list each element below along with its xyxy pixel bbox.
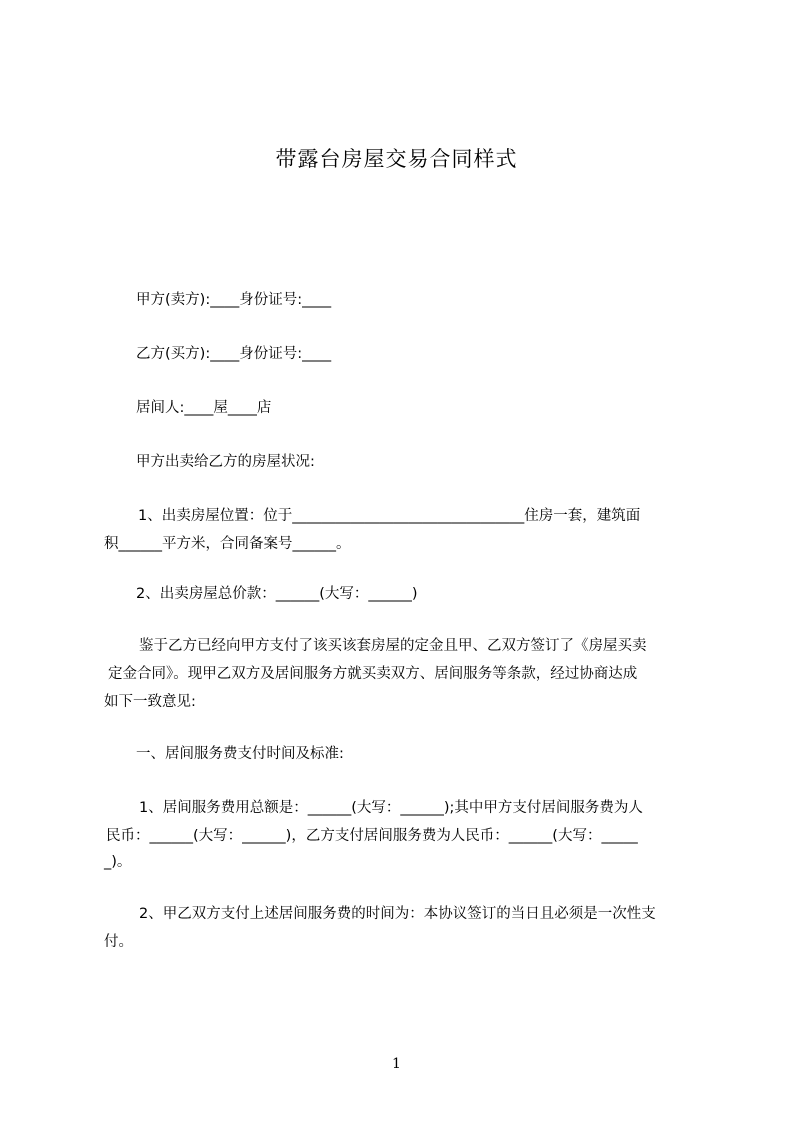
intermediary-line: 居间人:____屋____店 [136,400,272,416]
page-number: 1 [392,1056,401,1072]
fee-total-line-2: 民币：______(大写：______)，乙方支付居间服务费为人民币：______(大写：_____ [106,828,638,844]
preamble-line-2: 定金合同》。现甲乙双方及居间服务方就买卖双方、居间服务等条款，经过协商达成 [108,666,638,682]
section-1-heading: 一、居间服务费支付时间及标准: [136,746,344,762]
total-price-line: 2、出卖房屋总价款：______(大写：______) [136,586,418,602]
payment-time-line-2: 付。 [104,934,133,950]
fee-total-line-3: _)。 [104,854,132,870]
payment-time-line-1: 2、甲乙双方支付上述居间服务费的时间为：本协议签订的当日且必须是一次性支 [139,906,656,922]
preamble-line-1: 鉴于乙方已经向甲方支付了该买该套房屋的定金且甲、乙双方签订了《房屋买卖 [139,638,647,654]
party-b-line: 乙方(买方):____身份证号:____ [136,346,332,362]
fee-total-line-1: 1、居间服务费用总额是：______(大写：______);其中甲方支付居间服务费为人 [139,800,643,816]
preamble-line-3: 如下一致意见: [104,694,196,710]
property-location-line: 1、出卖房屋位置：位于________________________________住房一套，建筑面 [138,508,641,524]
party-a-line: 甲方(卖方):____身份证号:____ [136,292,332,308]
property-status-heading: 甲方出卖给乙方的房屋状况: [136,454,315,470]
document-title: 带露台房屋交易合同样式 [275,147,518,171]
property-area-line: 积______平方米，合同备案号______。 [104,536,351,552]
